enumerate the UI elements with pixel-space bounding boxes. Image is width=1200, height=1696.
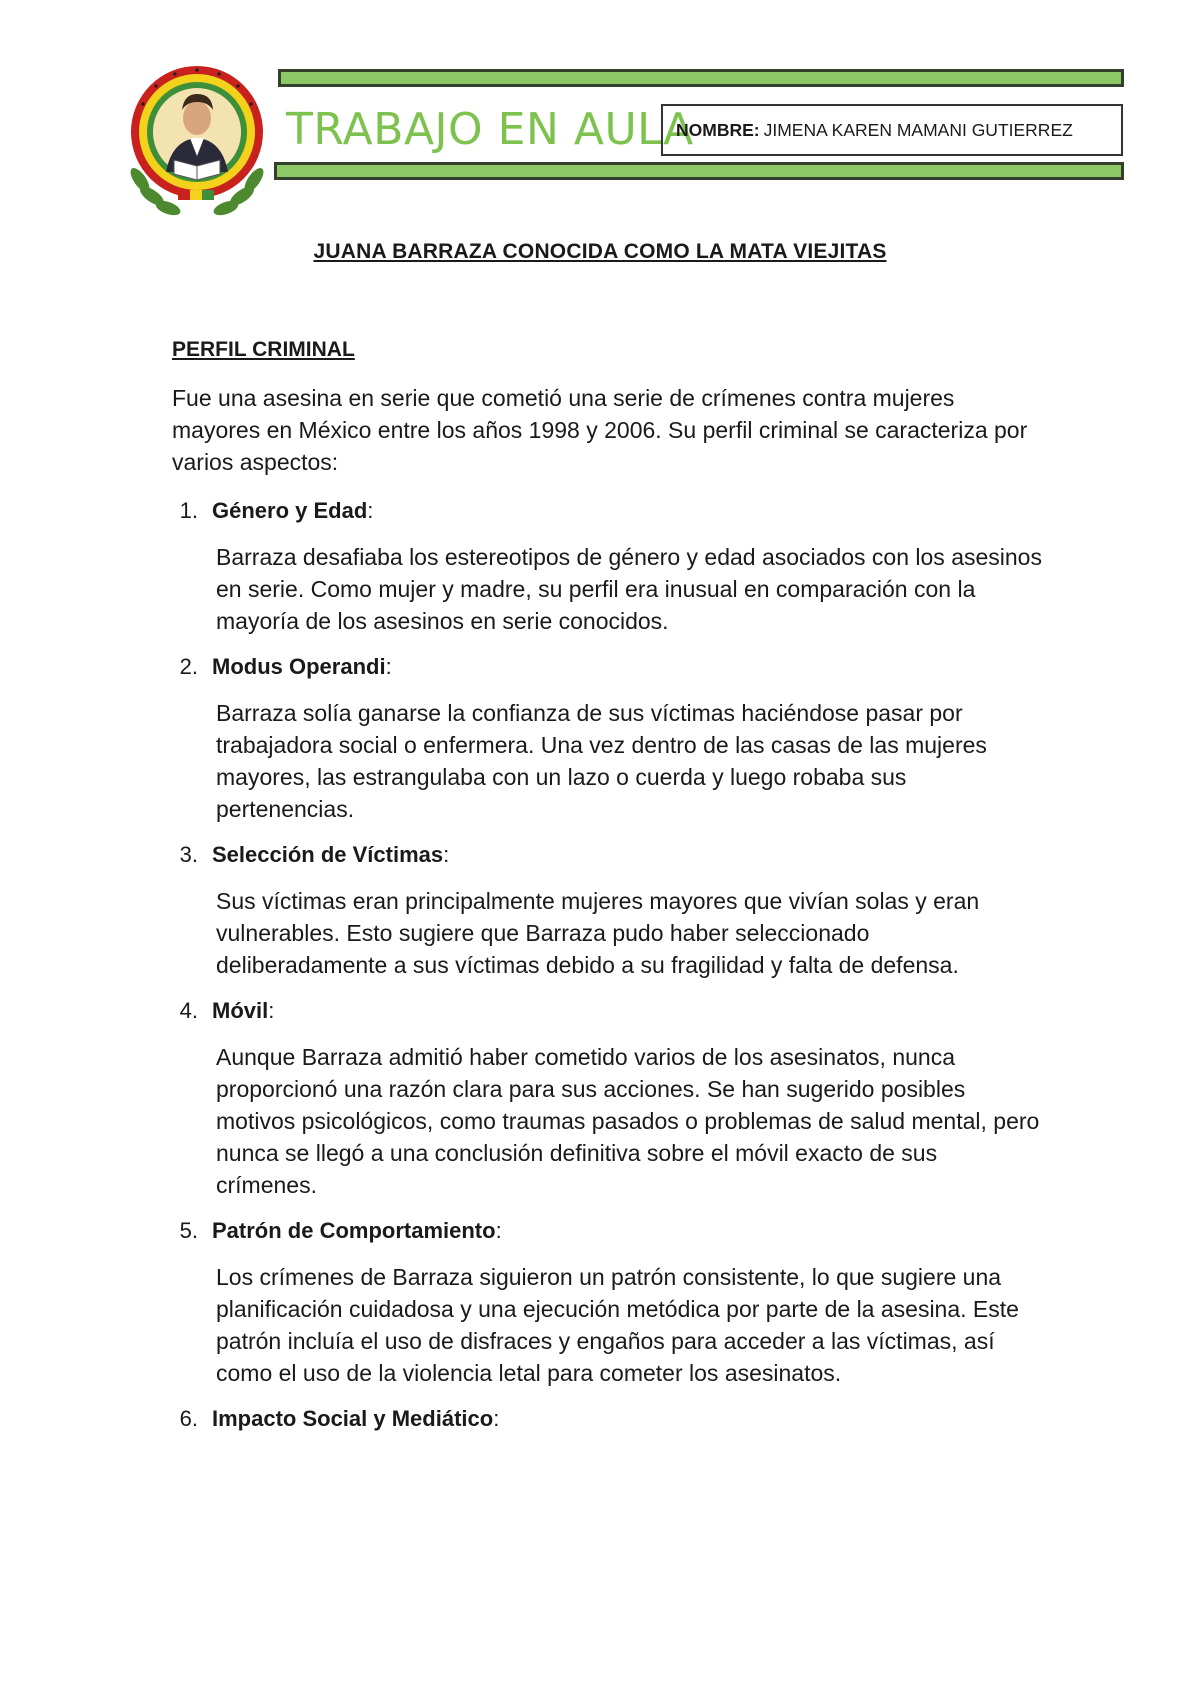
- list-item: 5. Patrón de Comportamiento : Los crímenes de Barraza siguieron un patrón consistente, lo que sugiere una planificación cuidadosa y una ejecución metódica por parte de la asesina. Este patrón incluía el uso de disfraces y engaños para acceder a las víctimas, así como el uso de la violencia letal para cometer los asesinatos.: [172, 1215, 1052, 1389]
- item-number: 5.: [179, 1218, 198, 1243]
- item-number: 2.: [179, 654, 198, 679]
- list-item: 2. Modus Operandi : Barraza solía ganarse la confianza de sus víctimas haciéndose pasar por trabajadora social o enfermera. Una vez dentro de las casas de las mujeres mayores, las estrangulaba con un lazo o cuerda y luego robaba sus pertenencias.: [172, 651, 1052, 825]
- list-item: 3. Selección de Víctimas : Sus víctimas eran principalmente mujeres mayores que vivían solas y eran vulnerables. Esto sugiere que Barraza pudo haber seleccionado deliberadamente a sus víctimas debido a su fragilidad y falta de defensa.: [172, 839, 1052, 981]
- item-number: 3.: [179, 842, 198, 867]
- item-title: Móvil: [212, 998, 269, 1023]
- intro-paragraph: Fue una asesina en serie que cometió una serie de crímenes contra mujeres mayores en México entre los años 1998 y 2006. Su perfil criminal se caracteriza por varios aspectos:: [172, 385, 1028, 475]
- list-item: 1. Género y Edad : Barraza desafiaba los estereotipos de género y edad asociados con los asesinos en serie. Como mujer y madre, su perfil era inusual en comparación con la mayoría de los asesinos en serie conocidos.: [172, 495, 1052, 637]
- name-label: NOMBRE:: [676, 119, 760, 140]
- section-title: PERFIL CRIMINAL: [172, 338, 355, 361]
- page-title: TRABAJO EN AULA: [286, 104, 694, 155]
- name-value: JIMENA KAREN MAMANI GUTIERREZ: [763, 119, 1073, 140]
- item-body: Los crímenes de Barraza siguieron un patrón consistente, lo que sugiere una planificación cuidadosa y una ejecución metódica por parte de la asesina. Este patrón incluía el uso de disfraces y engaños para acceder a las víctimas, así como el uso de la violencia letal para cometer los asesinatos.: [216, 1264, 1019, 1386]
- list-item: 6. Impacto Social y Mediático :: [172, 1403, 1052, 1435]
- item-title: Género y Edad: [212, 498, 368, 523]
- list-item: 4. Móvil : Aunque Barraza admitió haber cometido varios de los asesinatos, nunca proporcionó una razón clara para sus acciones. Se han sugerido posibles motivos psicológicos, como traumas pasados o problemas de salud mental, pero nunca se llegó a una conclusión definitiva sobre el móvil exacto de sus crímenes.: [172, 995, 1052, 1201]
- name-box: [661, 104, 1123, 156]
- item-body: Barraza solía ganarse la confianza de sus víctimas haciéndose pasar por trabajadora social o enfermera. Una vez dentro de las casas de las mujeres mayores, las estrangulaba con un lazo o cuerda y luego robaba sus pertenencias.: [216, 700, 987, 822]
- document-title: JUANA BARRAZA CONOCIDA COMO LA MATA VIEJITAS: [313, 240, 887, 263]
- item-title: Modus Operandi: [212, 654, 386, 679]
- item-title: Patrón de Comportamiento: [212, 1218, 496, 1243]
- item-number: 1.: [179, 498, 198, 523]
- header-bar-bottom: [274, 162, 1124, 180]
- item-body: Sus víctimas eran principalmente mujeres mayores que vivían solas y eran vulnerables. Esto sugiere que Barraza pudo haber seleccionado deliberadamente a sus víctimas debido a su fragilidad y falta de defensa.: [216, 888, 980, 978]
- item-number: 6.: [179, 1406, 198, 1431]
- header-bar-top: [278, 69, 1124, 87]
- item-body: Aunque Barraza admitió haber cometido varios de los asesinatos, nunca proporcionó una razón clara para sus acciones. Se han sugerido posibles motivos psicológicos, como traumas pasados o problemas de salud mental, pero nunca se llegó a una conclusión definitiva sobre el móvil exacto de sus crímenes.: [216, 1044, 1040, 1198]
- item-body: Barraza desafiaba los estereotipos de género y edad asociados con los asesinos en serie. Como mujer y madre, su perfil era inusual en comparación con la mayoría de los asesinos en serie conocidos.: [216, 544, 1042, 634]
- item-number: 4.: [179, 998, 198, 1023]
- school-seal-icon: [126, 60, 268, 220]
- aspects-list: [172, 495, 1052, 1449]
- item-title: Selección de Víctimas: [212, 842, 444, 867]
- item-title: Impacto Social y Mediático: [212, 1406, 494, 1431]
